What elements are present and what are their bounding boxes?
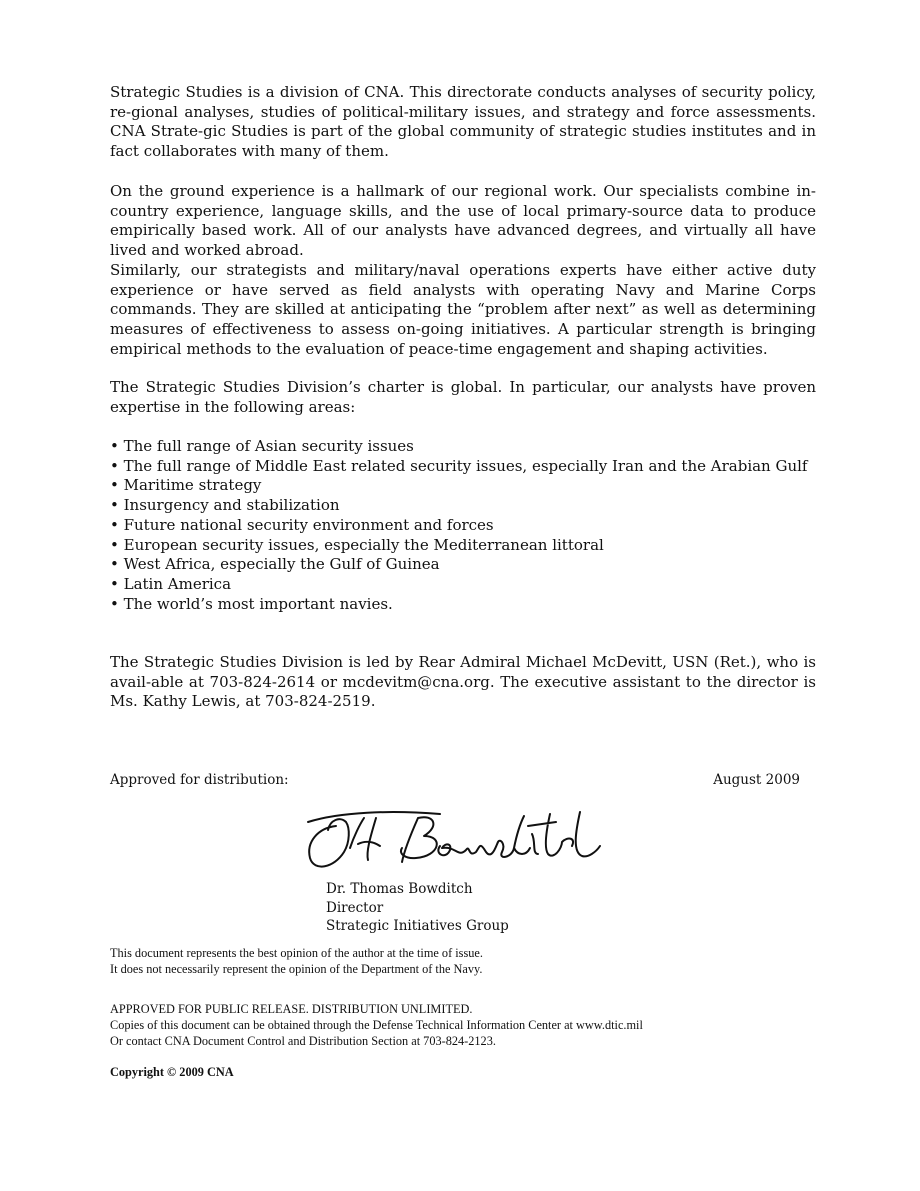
disclaimer-line-1: This document represents the best opinion of the author at the time of issue. xyxy=(110,946,483,960)
intro-paragraph-3: Similarly, our strategists and military/naval operations experts have either active duty experience or have served as field analysts with operating Navy and Marine Corps commands. They are skilled at anticipating the “problem after next” as well as determining measures of effectiveness to assess on-going initiatives. A particular strength is bringing empirical methods to the evaluation of peace-time engagement and shaping activities. xyxy=(110,261,816,358)
release-line-2: Copies of this document can be obtained through the Defense Technical Information Center at www.dtic.mil xyxy=(110,1018,643,1032)
intro-paragraph-1: Strategic Studies is a division of CNA. This directorate conducts analyses of security policy, re-gional analyses, studies of political-military issues, and strategy and force assessments. CNA Strate-gic Studies is part of the global community of strategic studies institutes and in fact collaborates with many of them. xyxy=(110,83,816,161)
approval-date: August 2009 xyxy=(713,772,800,788)
list-item: • The full range of Asian security issues xyxy=(110,437,414,455)
list-item: • West Africa, especially the Gulf of Guinea xyxy=(110,555,440,574)
approved-for-distribution-label: Approved for distribution: xyxy=(110,772,289,788)
signer-title: Director xyxy=(326,899,384,916)
intro-paragraph-4: The Strategic Studies Division’s charter is global. In particular, our analysts have proven expertise in the following areas: xyxy=(110,378,816,416)
release-line-1: APPROVED FOR PUBLIC RELEASE. DISTRIBUTION UNLIMITED. xyxy=(110,1002,473,1016)
list-item: • Maritime strategy xyxy=(110,476,262,495)
handwritten-signature xyxy=(300,808,620,878)
list-item: • Latin America xyxy=(110,574,232,593)
list-item: • European security issues, especially the Mediterranean littoral xyxy=(110,535,604,554)
disclaimer xyxy=(110,945,483,977)
list-item: • Future national security environment and forces xyxy=(110,515,494,534)
release-statement xyxy=(110,1001,643,1049)
list-item: • The world’s most important navies. xyxy=(110,594,393,613)
signer-block xyxy=(326,880,509,936)
expertise-list xyxy=(110,437,830,614)
signer-group: Strategic Initiatives Group xyxy=(326,918,509,934)
disclaimer-line-2: It does not necessarily represent the opinion of the Department of the Navy. xyxy=(110,962,483,976)
list-item: • The full range of Middle East related security issues, especially Iran and the Arabian Gulf xyxy=(110,456,808,475)
signer-name: Dr. Thomas Bowditch xyxy=(326,881,473,897)
copyright-notice: Copyright © 2009 CNA xyxy=(110,1065,234,1079)
leadership-paragraph: The Strategic Studies Division is led by Rear Admiral Michael McDevitt, USN (Ret.), who is avail-able at 703-824-2614 or mcdevitm@cna.org. The executive assistant to the director is Ms. Kathy Lewis, at 703-824-2519. xyxy=(110,653,816,711)
release-line-3: Or contact CNA Document Control and Distribution Section at 703-824-2123. xyxy=(110,1034,496,1048)
list-item: • Insurgency and stabilization xyxy=(110,496,340,515)
intro-paragraph-2: On the ground experience is a hallmark of our regional work. Our specialists combine in-country experience, language skills, and the use of local primary-source data to produce empirically based work. All of our analysts have advanced degrees, and virtually all have lived and worked abroad. xyxy=(110,182,816,260)
